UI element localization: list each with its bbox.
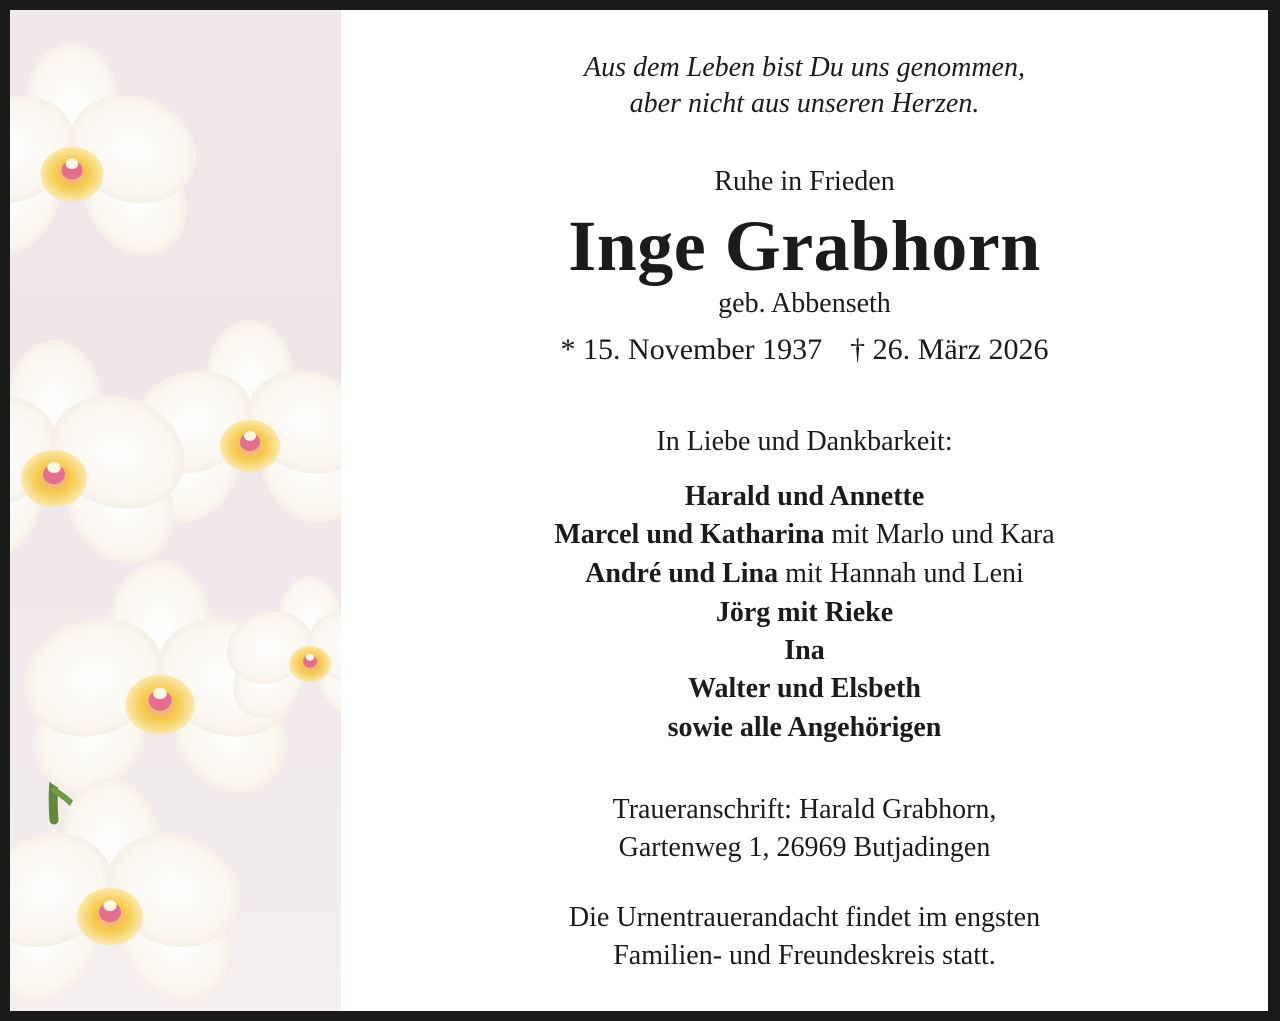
- maiden-name: geb. Abbenseth: [718, 288, 891, 319]
- life-dates: [341, 332, 1268, 368]
- address-line-2: Gartenweg 1, 26969 Butjadingen: [618, 832, 991, 863]
- obituary-text: [341, 10, 1268, 1011]
- family-line: sowie alle Angehörigen: [667, 712, 942, 743]
- motto-line-2: aber nicht aus unseren Herzen.: [629, 88, 980, 119]
- deceased-name: Inge Grabhorn: [568, 206, 1041, 286]
- gratitude-text: In Liebe und Dankbarkeit:: [656, 426, 953, 457]
- family-line: Marcel und Katharina mit Marlo und Kara: [554, 519, 1055, 550]
- ceremony-line-1: Die Urnentrauerandacht findet im engsten: [568, 902, 1041, 933]
- motto-line-1: Aus dem Leben bist Du uns genommen,: [584, 52, 1025, 83]
- orchid-image: [10, 10, 341, 1011]
- obituary-card: [10, 10, 1268, 1011]
- address-line-1: Traueranschrift: Harald Grabhorn,: [612, 794, 997, 825]
- rip-text: Ruhe in Frieden: [714, 166, 895, 197]
- family-line: Jörg mit Rieke: [715, 597, 894, 628]
- orchid-flowers-icon: [10, 10, 341, 1011]
- family-line: Harald und Annette: [684, 481, 925, 512]
- ceremony-line-2: Familien- und Freundeskreis statt.: [613, 940, 996, 971]
- family-line: Ina: [784, 635, 825, 666]
- family-line: Walter und Elsbeth: [688, 673, 921, 704]
- death-date: † 26. März 2026: [850, 333, 1049, 366]
- birth-date: * 15. November 1937: [560, 333, 823, 366]
- family-line: André und Lina mit Hannah und Leni: [585, 558, 1024, 589]
